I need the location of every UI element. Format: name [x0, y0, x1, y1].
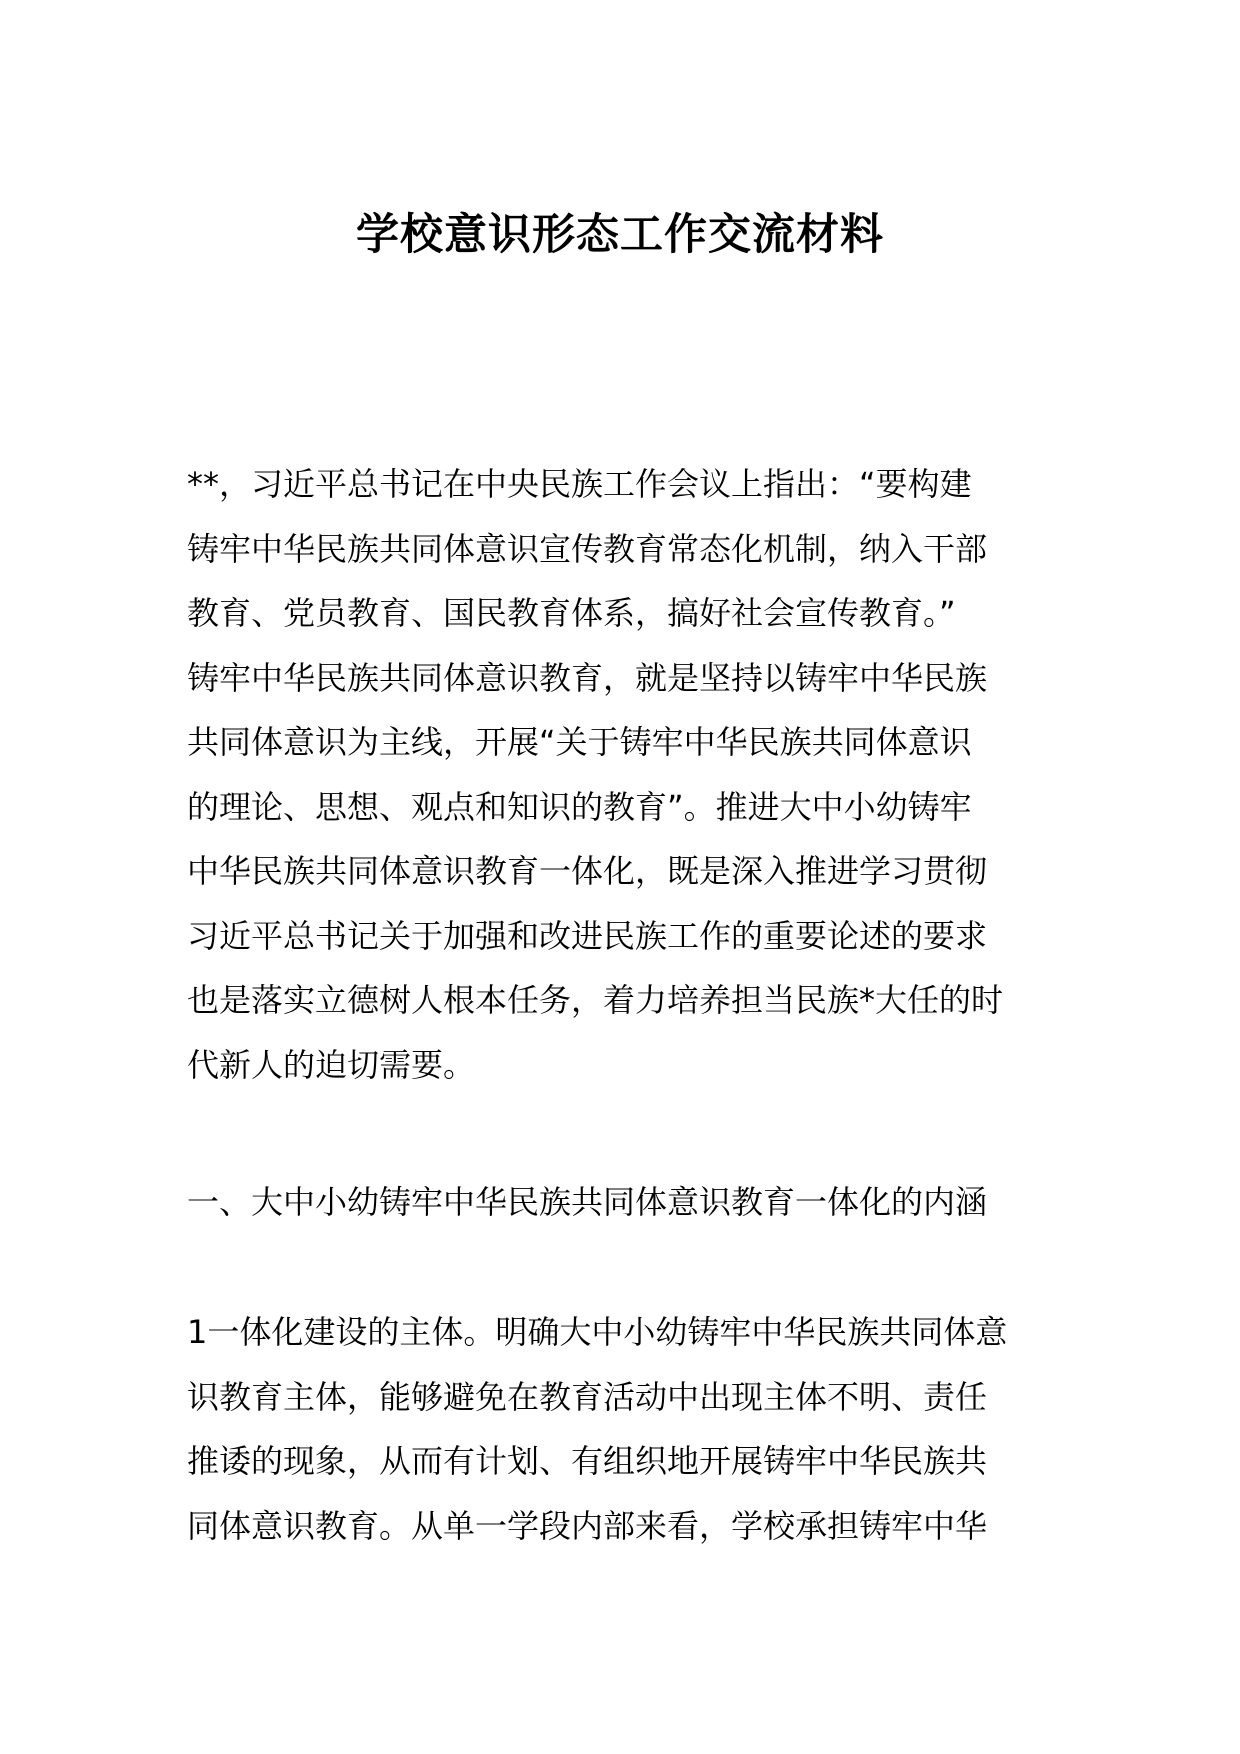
paragraph-line: 习近平总书记关于加强和改进民族工作的重要论述的要求 [187, 916, 988, 955]
paragraph-line: 1一体化建设的主体。明确大中小幼铸牢中华民族共同体意 [187, 1313, 1008, 1351]
paragraph-line: 代新人的迫切需要。 [187, 1045, 476, 1084]
intro-paragraph [187, 452, 1067, 1097]
paragraph-line: 教育、党员教育、国民教育体系，搞好社会宣传教育。” [187, 594, 956, 632]
paragraph-line: 铸牢中华民族共同体意识教育，就是坚持以铸牢中华民族 [187, 658, 988, 697]
paragraph-line: 识教育主体，能够避免在教育活动中出现主体不明、责任 [187, 1377, 988, 1416]
document-title: 学校意识形态工作交流材料 [356, 210, 884, 260]
paragraph-line: 也是落实立德树人根本任务，着力培养担当民族*大任的时 [187, 981, 1004, 1019]
paragraph-line: **，习近平总书记在中央民族工作会议上指出：“要构建 [187, 465, 972, 503]
paragraph-line: 推诿的现象，从而有计划、有组织地开展铸牢中华民族共 [187, 1442, 988, 1480]
paragraph-line: 的理论、思想、观点和知识的教育”。推进大中小幼铸牢 [187, 787, 972, 826]
section-heading-text: 一、大中小幼铸牢中华民族共同体意识教育一体化的内涵 [187, 1183, 988, 1221]
paragraph-line: 同体意识教育。从单一学段内部来看，学校承担铸牢中华 [187, 1506, 988, 1545]
paragraph-line: 共同体意识为主线，开展“关于铸牢中华民族共同体意识 [187, 723, 972, 761]
section-paragraph [187, 1300, 1067, 1558]
section-heading [187, 1170, 1067, 1235]
paragraph-line: 中华民族共同体意识教育一体化，既是深入推进学习贯彻 [187, 852, 988, 890]
paragraph-line: 铸牢中华民族共同体意识宣传教育常态化机制，纳入干部 [187, 529, 988, 568]
